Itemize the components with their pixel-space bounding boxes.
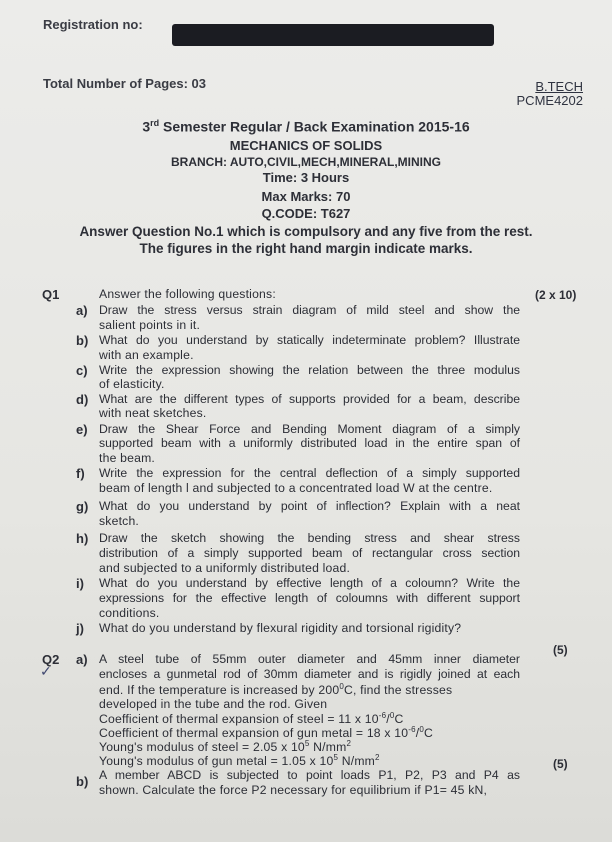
semester-number: 3 bbox=[142, 118, 151, 135]
instruction-line-1: Answer Question No.1 which is compulsory and any five from the rest. bbox=[79, 224, 533, 239]
q1f-letter: f) bbox=[76, 466, 85, 481]
q1j-letter: j) bbox=[76, 621, 84, 636]
q1e-line1: Draw the Shear Force and Bending Moment diagram of a simply bbox=[99, 422, 520, 436]
q2a-line2: encloses a gunmetal rod of 30mm diameter and is rigidly joined at each bbox=[99, 667, 520, 681]
q1i-line2: expressions for the effective length of coloumns with different support bbox=[99, 591, 520, 605]
course-block bbox=[517, 80, 583, 108]
q1e-line3: the beam. bbox=[99, 451, 156, 465]
q1e-letter: e) bbox=[76, 422, 88, 437]
q2a-line4: developed in the tube and the rod. Given bbox=[99, 697, 328, 711]
q1h-line1: Draw the sketch showing the bending stress and shear stress bbox=[99, 531, 520, 545]
subject-title: MECHANICS OF SOLIDS bbox=[229, 138, 383, 153]
q1a-letter: a) bbox=[76, 303, 88, 318]
q2a-line5: Coefficient of thermal expansion of steel = 11 x $10^{-6}/^0C$ bbox=[99, 711, 404, 727]
q1d-line1: What are the different types of supports provided for a beam, describe bbox=[99, 392, 520, 406]
q1h-line3: and subjected to a uniformly distributed load. bbox=[99, 561, 351, 575]
q1i-line1: What do you understand by effective length of a coloumn? Write the bbox=[99, 576, 520, 590]
q1h-line2: distribution of a simply supported beam of rectangular cross section bbox=[99, 546, 520, 560]
semester-suffix: rd bbox=[150, 118, 160, 128]
q1a-line2: salient points in it. bbox=[99, 318, 201, 332]
q1c-line2: of elasticity. bbox=[99, 377, 165, 391]
q1d-letter: d) bbox=[76, 392, 89, 407]
q1j-line1: What do you understand by flexural rigidity and torsional rigidity? bbox=[99, 621, 462, 635]
q1i-letter: i) bbox=[76, 576, 84, 591]
q2a-line8: Young's modulus of gun metal = 1.05 x $10^5$ $N/mm^2$ bbox=[99, 753, 380, 769]
q2b-letter: b) bbox=[76, 774, 89, 789]
q2a-marks: (5) bbox=[553, 643, 568, 657]
q1g-letter: g) bbox=[76, 499, 89, 514]
semester-title bbox=[0, 118, 612, 135]
q1c-line1: Write the expression showing the relation between the three modulus bbox=[99, 363, 520, 377]
q1b-line1: What do you understand by statically indeterminate problem? Illustrate bbox=[99, 333, 520, 347]
q1f-line1: Write the expression for the central deflection of a simply supported bbox=[99, 466, 520, 480]
q1c-letter: c) bbox=[76, 363, 88, 378]
instruction-line-2: The figures in the right hand margin indicate marks. bbox=[139, 241, 473, 256]
course-name: B.TECH bbox=[535, 79, 583, 94]
q1g-line1: What do you understand by point of inflection? Explain with a neat bbox=[99, 499, 520, 513]
registration-number-redacted bbox=[172, 24, 494, 46]
q1-marks: (2 x 10) bbox=[535, 288, 577, 302]
branch-line: BRANCH: AUTO,CIVIL,MECH,MINERAL,MINING bbox=[171, 155, 441, 169]
max-marks-line: Max Marks: 70 bbox=[261, 189, 351, 204]
q2-number: Q2 bbox=[42, 652, 60, 667]
semester-text: Semester Regular / Back Examination 2015-16 bbox=[159, 118, 470, 135]
q2b-line2: shown. Calculate the force P2 necessary for equilibrium if P1= 45 kN, bbox=[99, 783, 488, 797]
q1b-letter: b) bbox=[76, 333, 89, 348]
q2a-line6: Coefficient of thermal expansion of gun metal = 18 x $10^{-6}/^0C$ bbox=[99, 725, 433, 741]
q1b-line2: with an example. bbox=[99, 348, 194, 362]
registration-label: Registration no: bbox=[43, 17, 143, 32]
q1a-line1: Draw the stress versus strain diagram of mild steel and show the bbox=[99, 303, 520, 317]
q1i-line3: conditions. bbox=[99, 606, 160, 620]
q2b-line1: A member ABCD is subjected to point loads P1, P2, P3 and P4 as bbox=[99, 768, 520, 782]
q1e-line2: supported beam with a uniformly distributed load in the entire span of bbox=[99, 436, 520, 450]
q1f-line2: beam of length l and subjected to a concentrated load W at the centre. bbox=[99, 481, 493, 495]
q2a-letter: a) bbox=[76, 652, 88, 667]
qcode-line: Q.CODE: T627 bbox=[261, 206, 351, 221]
total-pages: Total Number of Pages: 03 bbox=[43, 76, 207, 91]
course-code: PCME4202 bbox=[516, 93, 583, 108]
pen-checkmark-icon: ✓ bbox=[40, 663, 52, 679]
q1-heading: Answer the following questions: bbox=[99, 287, 276, 301]
q2a-line7: Young's modulus of steel = 2.05 x $10^5$ $N/mm^2$ bbox=[99, 739, 352, 755]
q1-number: Q1 bbox=[42, 287, 60, 302]
q2a-line3: end. If the temperature is increased by $200^0C$, find the stresses bbox=[99, 682, 453, 698]
q1h-letter: h) bbox=[76, 531, 89, 546]
time-line: Time: 3 Hours bbox=[262, 170, 350, 185]
q2b-marks: (5) bbox=[553, 757, 568, 771]
q1d-line2: with neat sketches. bbox=[99, 406, 207, 420]
q2a-line1: A steel tube of 55mm outer diameter and 45mm inner diameter bbox=[99, 652, 520, 666]
q1g-line2: sketch. bbox=[99, 514, 140, 528]
